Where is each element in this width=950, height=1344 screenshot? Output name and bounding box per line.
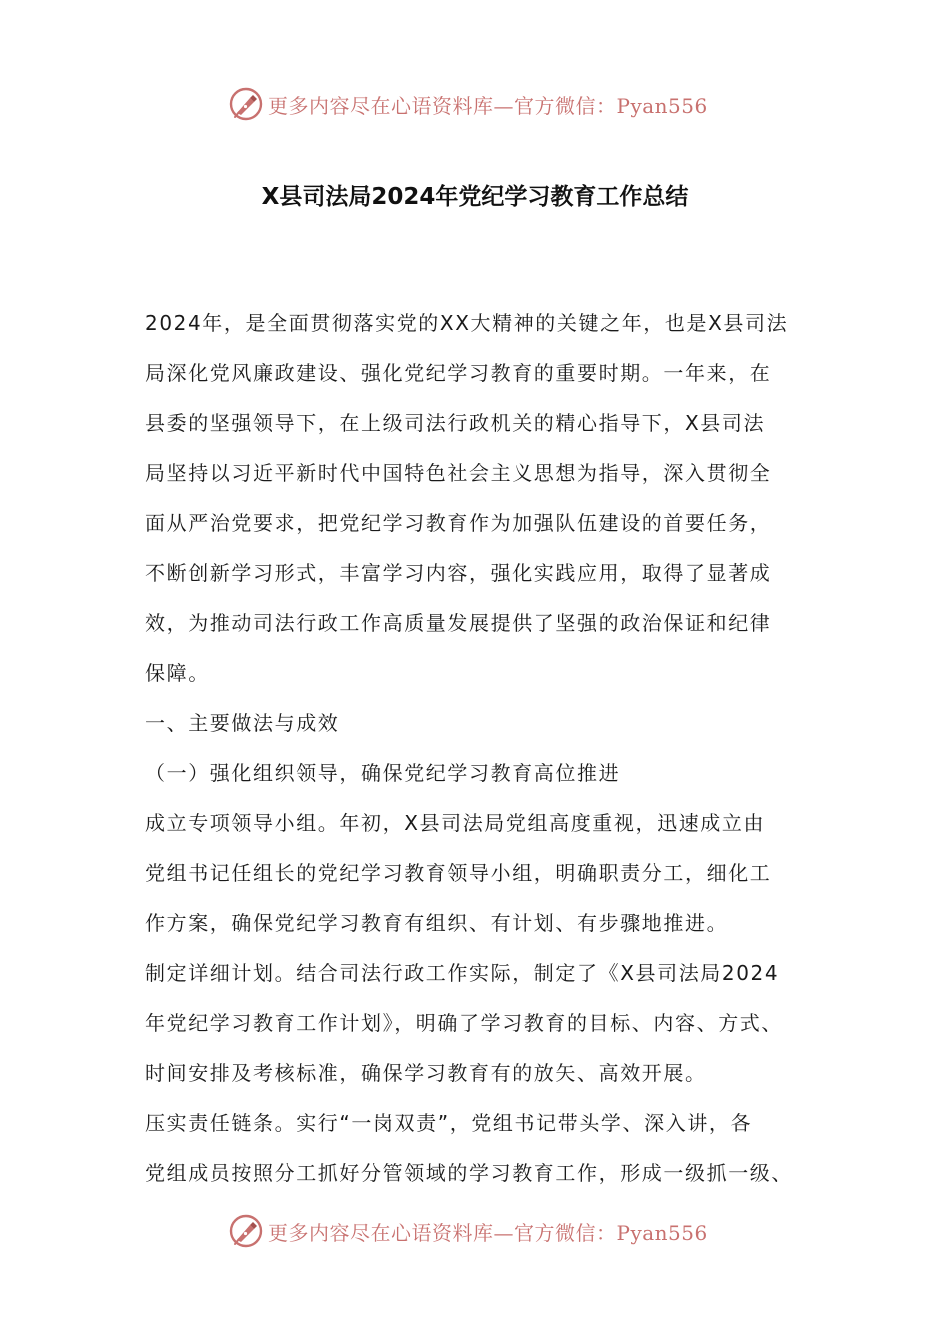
text-line: 2024年，是全面贯彻落实党的XX大精神的关键之年，也是X县司法 xyxy=(145,311,789,335)
section-heading: 一、主要做法与成效 xyxy=(145,711,340,735)
watermark-text: 更多内容尽在心语资料库—官方微信：Pyan556 xyxy=(268,1220,708,1245)
text-line: 压实责任链条。实行“一岗双责”，党组书记带头学、深入讲，各 xyxy=(145,1111,753,1135)
text-line: 成立专项领导小组。年初，X县司法局党组高度重视，迅速成立由 xyxy=(145,811,766,835)
text-line: 作方案，确保党纪学习教育有组织、有计划、有步骤地推进。 xyxy=(145,911,729,935)
text-line: 党组成员按照分工抓好分管领域的学习教育工作，形成一级抓一级、 xyxy=(145,1161,793,1185)
text-line: 不断创新学习形式，丰富学习内容，强化实践应用，取得了显著成 xyxy=(145,561,772,585)
text-line: 保障。 xyxy=(145,661,210,685)
text-line: 局坚持以习近平新时代中国特色社会主义思想为指导，深入贯彻全 xyxy=(145,461,772,485)
pen-nib-logo-icon xyxy=(228,1213,264,1249)
document-text xyxy=(145,298,815,1198)
text-line: 县委的坚强领导下，在上级司法行政机关的精心指导下，X县司法 xyxy=(145,411,766,435)
subsection-heading: （一）强化组织领导，确保党纪学习教育高位推进 xyxy=(145,761,621,785)
text-line: 党组书记任组长的党纪学习教育领导小组，明确职责分工，细化工 xyxy=(145,861,772,885)
text-line: 效，为推动司法行政工作高质量发展提供了坚强的政治保证和纪律 xyxy=(145,611,772,635)
document-title: X县司法局2024年党纪学习教育工作总结 xyxy=(261,184,689,210)
text-line: 局深化党风廉政建设、强化党纪学习教育的重要时期。一年来，在 xyxy=(145,361,772,385)
text-line: 制定详细计划。结合司法行政工作实际，制定了《X县司法局2024 xyxy=(145,961,780,985)
text-line: 年党纪学习教育工作计划》，明确了学习教育的目标、内容、方式、 xyxy=(145,1011,783,1035)
text-line: 面从严治党要求，把党纪学习教育作为加强队伍建设的首要任务， xyxy=(145,511,772,535)
header-watermark-banner xyxy=(0,80,950,126)
document-body xyxy=(145,298,815,1198)
pen-nib-logo-icon xyxy=(228,86,264,122)
text-line: 时间安排及考核标准，确保学习教育有的放矢、高效开展。 xyxy=(145,1061,707,1085)
watermark-text: 更多内容尽在心语资料库—官方微信：Pyan556 xyxy=(268,93,708,118)
footer-watermark-banner xyxy=(0,1207,950,1253)
